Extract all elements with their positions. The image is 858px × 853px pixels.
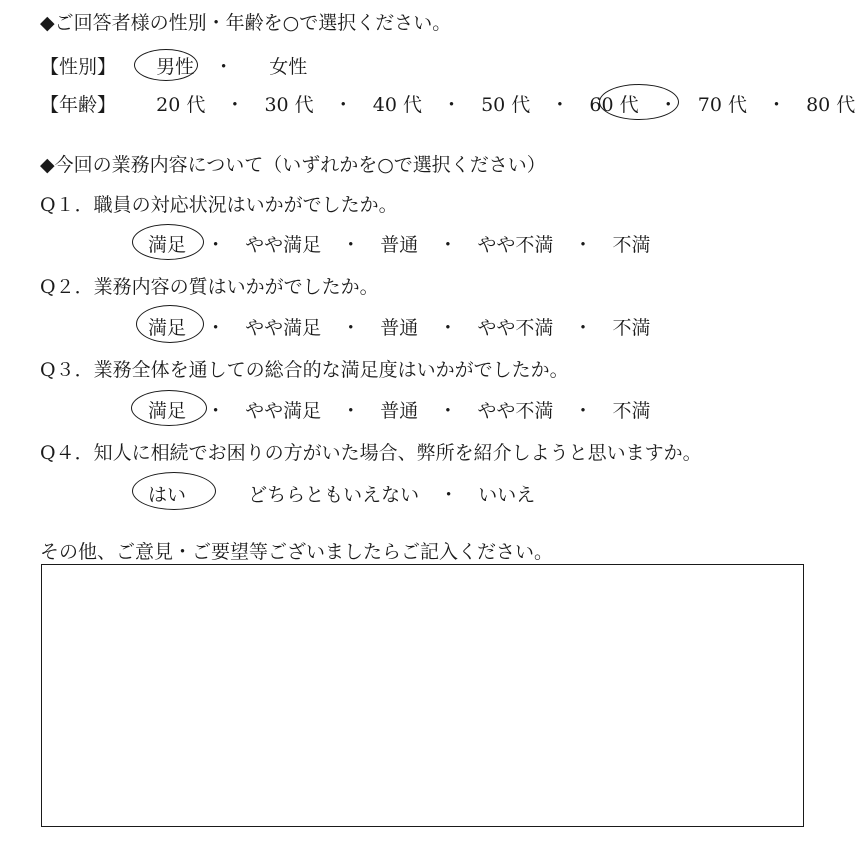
separator: ・ <box>341 400 361 422</box>
q3-option-somewhat-satisfied[interactable]: やや満足 <box>245 400 322 422</box>
separator: ・ <box>767 94 787 116</box>
separator: ・ <box>573 234 593 256</box>
separator: ・ <box>341 234 361 256</box>
q1-option-neutral[interactable]: 普通 <box>380 234 419 256</box>
separator: ・ <box>573 400 593 422</box>
separator: ・ <box>333 94 353 116</box>
separator: ・ <box>438 234 458 256</box>
q4-option-yes[interactable]: はい <box>148 484 187 506</box>
age-label: 【年齢】 <box>40 94 117 116</box>
q1-option-somewhat-satisfied[interactable]: やや満足 <box>245 234 322 256</box>
separator: ・ <box>438 317 458 339</box>
gender-option-female[interactable]: 女性 <box>269 56 308 78</box>
q3-option-somewhat-dissatisfied[interactable]: やや不満 <box>477 400 554 422</box>
q2-option-somewhat-dissatisfied[interactable]: やや不満 <box>477 317 554 339</box>
q1-option-dissatisfied[interactable]: 不満 <box>612 234 651 256</box>
separator: ・ <box>439 484 459 506</box>
age-option-30[interactable]: 30 代 <box>264 94 314 116</box>
gender-option-male[interactable]: 男性 <box>156 56 195 78</box>
q3-option-neutral[interactable]: 普通 <box>380 400 419 422</box>
separator: ・ <box>214 56 234 78</box>
age-row <box>40 90 855 117</box>
separator: ・ <box>206 400 226 422</box>
q4-options <box>148 480 535 507</box>
gender-row <box>40 52 307 79</box>
age-option-80[interactable]: 80 代 <box>806 94 856 116</box>
q2-options <box>148 313 651 340</box>
separator: ・ <box>550 94 570 116</box>
question-1: Q１．職員の対応状況はいかがでしたか。 <box>40 194 398 216</box>
separator: ・ <box>442 94 462 116</box>
q4-option-neither[interactable]: どちらともいえない <box>248 484 420 506</box>
separator: ・ <box>573 317 593 339</box>
age-option-60[interactable]: 60 代 <box>589 94 639 116</box>
q2-option-somewhat-satisfied[interactable]: やや満足 <box>245 317 322 339</box>
separator: ・ <box>341 317 361 339</box>
question-2: Q２．業務内容の質はいかがでしたか。 <box>40 276 379 298</box>
separator: ・ <box>658 94 678 116</box>
q2-option-satisfied[interactable]: 満足 <box>148 317 187 339</box>
age-option-70[interactable]: 70 代 <box>697 94 747 116</box>
section-business-heading: ◆今回の業務内容について（いずれかを○で選択ください） <box>40 154 546 176</box>
comments-box[interactable] <box>41 564 804 827</box>
age-option-50[interactable]: 50 代 <box>481 94 531 116</box>
question-4: Q４．知人に相続でお困りの方がいた場合、弊所を紹介しようと思いますか。 <box>40 442 702 464</box>
q1-option-somewhat-dissatisfied[interactable]: やや不満 <box>477 234 554 256</box>
q3-option-satisfied[interactable]: 満足 <box>148 400 187 422</box>
section-gender-age-heading: ◆ご回答者様の性別・年齢を○で選択ください。 <box>40 12 452 34</box>
q1-option-satisfied[interactable]: 満足 <box>148 234 187 256</box>
question-3: Q３．業務全体を通しての総合的な満足度はいかがでしたか。 <box>40 359 569 381</box>
q3-option-dissatisfied[interactable]: 不満 <box>612 400 651 422</box>
separator: ・ <box>225 94 245 116</box>
separator: ・ <box>206 317 226 339</box>
comments-label: その他、ご意見・ご要望等ございましたらご記入ください。 <box>40 541 554 563</box>
q4-option-no[interactable]: いいえ <box>478 484 536 506</box>
age-option-20[interactable]: 20 代 <box>156 94 206 116</box>
q3-options <box>148 396 651 423</box>
q1-options <box>148 230 651 257</box>
q2-option-dissatisfied[interactable]: 不満 <box>612 317 651 339</box>
q2-option-neutral[interactable]: 普通 <box>380 317 419 339</box>
gender-label: 【性別】 <box>40 56 117 78</box>
age-option-40[interactable]: 40 代 <box>372 94 422 116</box>
separator: ・ <box>206 234 226 256</box>
separator: ・ <box>438 400 458 422</box>
